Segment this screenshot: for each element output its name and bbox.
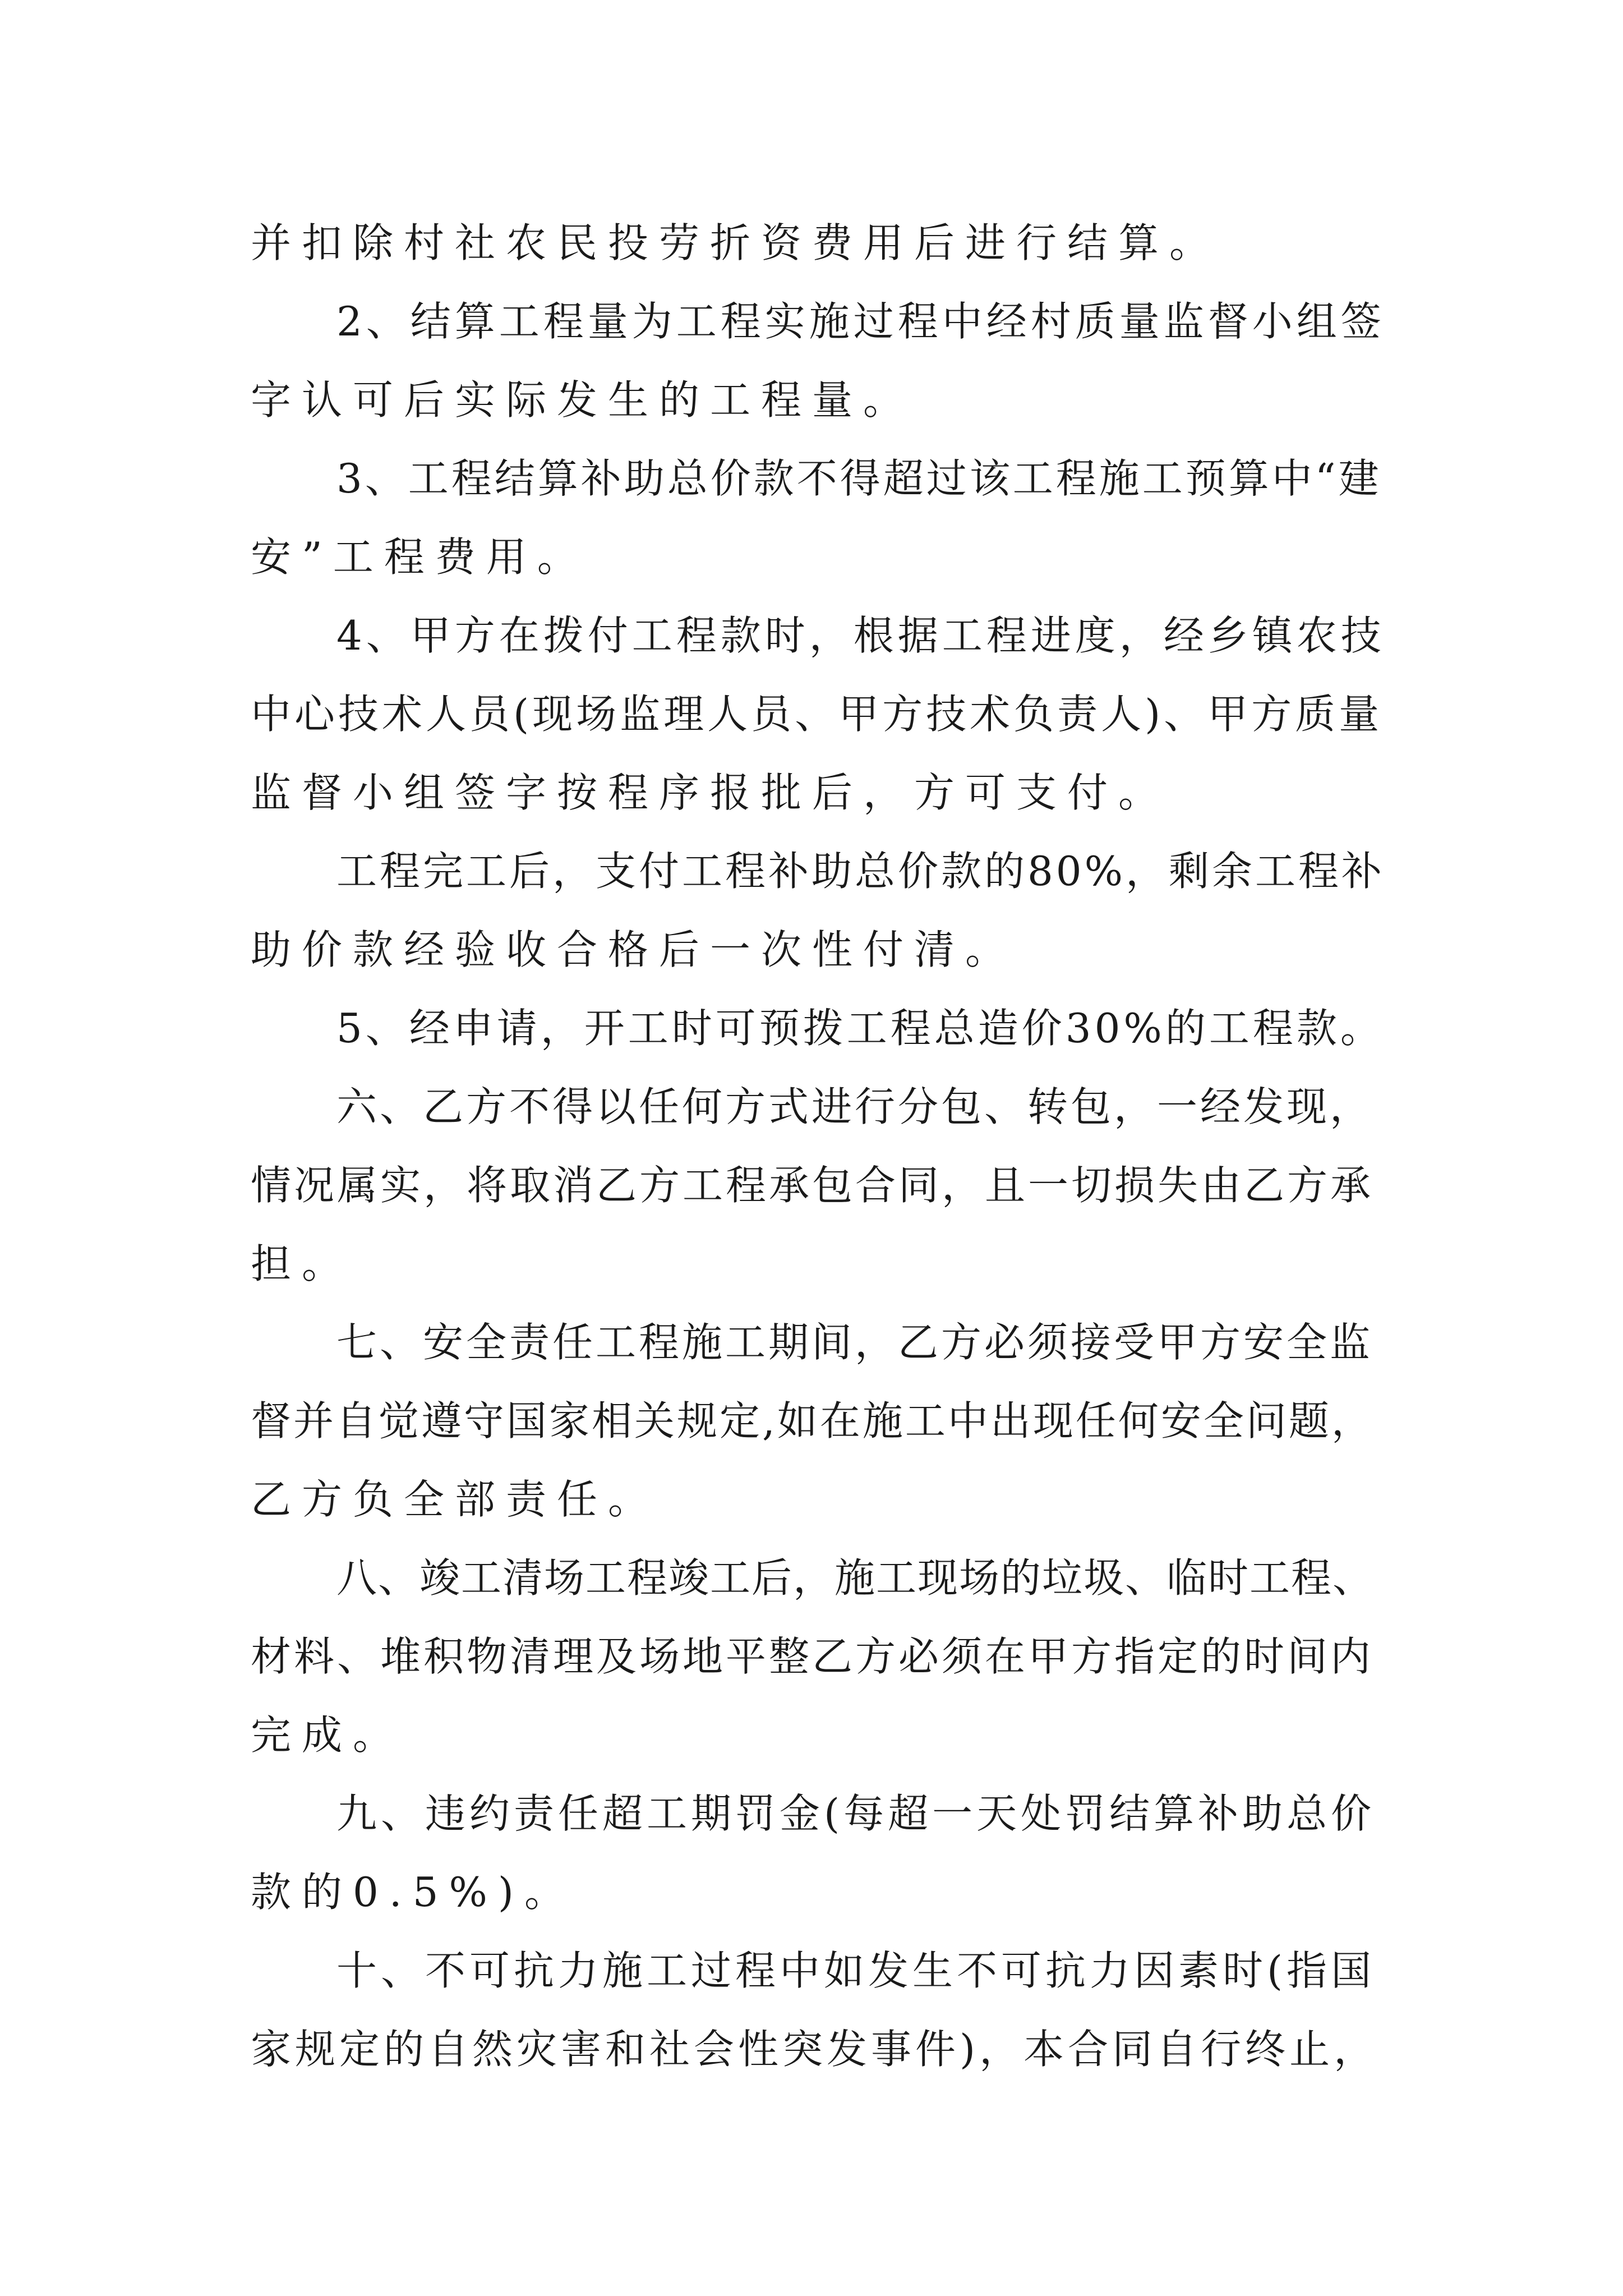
- text-line: 完成。: [251, 1711, 404, 1759]
- text-line: 助价款经验收合格后一次性付清。: [251, 926, 1017, 973]
- text-line: 4、甲方在拨付工程款时，根据工程进度，经乡镇农技: [336, 612, 1385, 659]
- text-line: 款的0.5%)。: [251, 1869, 576, 1916]
- text-line: 安”工程费用。: [251, 533, 588, 581]
- text-line: 3、工程结算补助总价款不得超过该工程施工预算中“建: [336, 455, 1382, 502]
- text-line: 乙方负全部责任。: [251, 1476, 660, 1523]
- text-line: 六、乙方不得以任何方式进行分包、转包，一经发现，: [336, 1083, 1373, 1130]
- text-line: 八、竣工清场工程竣工后，施工现场的垃圾、临时工程、: [336, 1554, 1375, 1602]
- text-line: 担。: [251, 1240, 353, 1287]
- text-line: 七、安全责任工程施工期间，乙方必须接受甲方安全监: [336, 1319, 1373, 1366]
- text-line: 九、违约责任超工期罚金(每超一天处罚结算补助总价: [336, 1790, 1376, 1837]
- text-line: 材料、堆积物清理及场地平整乙方必须在甲方指定的时间内: [251, 1633, 1374, 1680]
- text-line: 情况属实，将取消乙方工程承包合同，且一切损失由乙方承: [251, 1162, 1374, 1209]
- text-line: 2、结算工程量为工程实施过程中经村质量监督小组签: [336, 298, 1385, 345]
- text-line: 家规定的自然灾害和社会性突发事件)，本合同自行终止，: [251, 2026, 1378, 2073]
- text-line: 并扣除村社农民投劳折资费用后进行结算。: [251, 219, 1221, 266]
- text-line: 十、不可抗力施工过程中如发生不可抗力因素时(指国: [336, 1947, 1376, 1994]
- text-line: 监督小组签字按程序报批后，方可支付。: [251, 769, 1170, 816]
- text-line: 工程完工后，支付工程补助总价款的80%，剩余工程补: [336, 848, 1385, 895]
- text-line: 督并自觉遵守国家相关规定,如在施工中出现任何安全问题，: [251, 1397, 1374, 1444]
- text-line: 5、经申请，开工时可预拨工程总造价30%的工程款。: [336, 1005, 1384, 1052]
- text-line: 字认可后实际发生的工程量。: [251, 376, 915, 424]
- text-line: 中心技术人员(现场监理人员、甲方技术负责人)、甲方质量: [251, 691, 1383, 738]
